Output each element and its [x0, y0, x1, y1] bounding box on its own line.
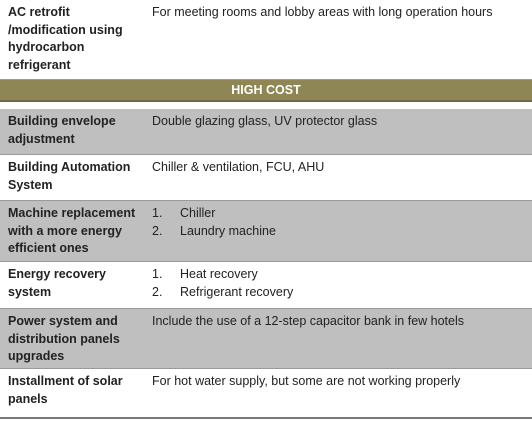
row-description: Include the use of a 12-step capacitor bank in few hotels [152, 314, 464, 328]
table-row-power-system [0, 309, 532, 369]
list-item [152, 266, 522, 284]
row-description: Double glazing glass, UV protector glass [152, 114, 378, 128]
high-cost-banner [0, 80, 532, 102]
list-number: 1. [152, 267, 163, 281]
list-text: Chiller [180, 206, 216, 220]
list-item [152, 223, 522, 241]
list-number: 2. [152, 284, 163, 299]
row-label: AC retrofit /modification using hydrocarbon refrigerant [8, 5, 123, 72]
list-text: Laundry machine [180, 223, 276, 238]
row-label: Power system and distribution panels upgrades [8, 314, 120, 363]
table-row-machine-replacement [0, 201, 532, 262]
row-label: Machine replacement with a more energy efficient ones [8, 206, 136, 255]
list-number: 1. [152, 206, 163, 220]
row-description: For hot water supply, but some are not working properly [152, 374, 461, 388]
numbered-list [152, 266, 522, 301]
row-description: For meeting rooms and lobby areas with long operation hours [152, 5, 493, 19]
list-text: Refrigerant recovery [180, 284, 294, 299]
table-row-ac-retrofit [0, 0, 532, 80]
list-item [152, 205, 522, 223]
row-label: Energy recovery system [8, 267, 106, 299]
list-number: 2. [152, 223, 163, 238]
list-item [152, 284, 522, 302]
numbered-list [152, 205, 522, 240]
table-row-building-automation [0, 155, 532, 201]
table-row-building-envelope [0, 109, 532, 155]
table-row-energy-recovery [0, 262, 532, 309]
row-description: Chiller & ventilation, FCU, AHU [152, 160, 325, 174]
table-row-solar-panels [0, 369, 532, 419]
row-label: Building Automation System [8, 160, 131, 192]
row-label: Building envelope adjustment [8, 114, 116, 146]
row-label: Installment of solar panels [8, 374, 123, 406]
banner-title: HIGH COST [231, 83, 301, 97]
list-text: Heat recovery [180, 267, 258, 281]
